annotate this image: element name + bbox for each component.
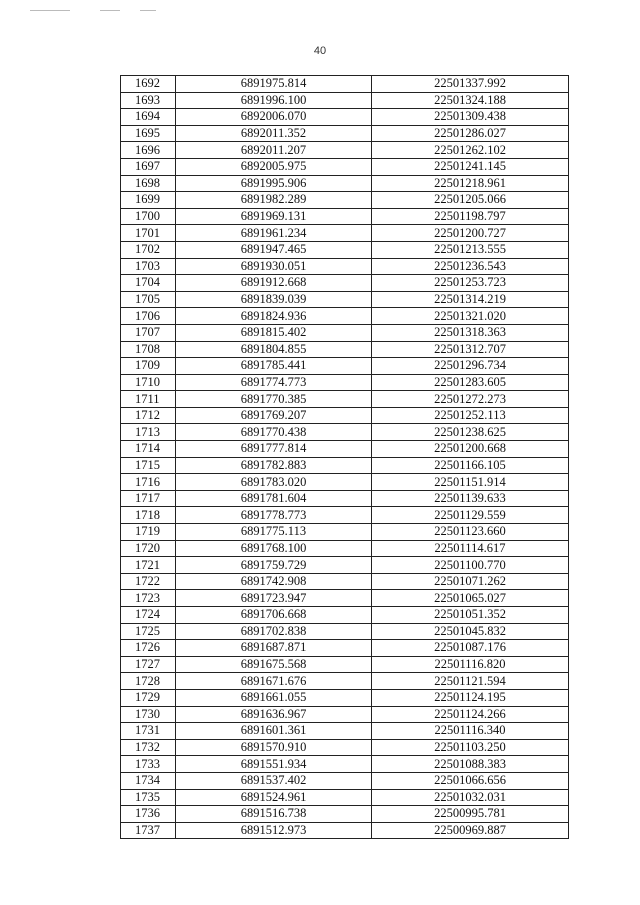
y-coordinate-cell: 22501151.914	[372, 474, 569, 491]
table-row	[121, 756, 569, 773]
table-row	[121, 656, 569, 673]
x-coordinate-cell: 6891601.361	[176, 723, 372, 740]
table-row	[121, 706, 569, 723]
y-coordinate-cell: 22501314.219	[372, 291, 569, 308]
x-coordinate-cell: 6891742.908	[176, 573, 372, 590]
table-row	[121, 590, 569, 607]
table-row	[121, 507, 569, 524]
y-coordinate-cell: 22501318.363	[372, 324, 569, 341]
table-row	[121, 76, 569, 93]
point-id-cell: 1719	[121, 524, 176, 541]
scan-artifact	[100, 10, 120, 11]
y-coordinate-cell: 22501337.992	[372, 76, 569, 93]
x-coordinate-cell: 6891759.729	[176, 557, 372, 574]
y-coordinate-cell: 22501045.832	[372, 623, 569, 640]
table-row	[121, 689, 569, 706]
coordinates-table	[120, 75, 569, 839]
y-coordinate-cell: 22501100.770	[372, 557, 569, 574]
x-coordinate-cell: 6891782.883	[176, 457, 372, 474]
table-row	[121, 208, 569, 225]
table-row	[121, 407, 569, 424]
point-id-cell: 1693	[121, 92, 176, 109]
x-coordinate-cell: 6891551.934	[176, 756, 372, 773]
x-coordinate-cell: 6891537.402	[176, 772, 372, 789]
table-row	[121, 573, 569, 590]
point-id-cell: 1726	[121, 640, 176, 657]
x-coordinate-cell: 6891982.289	[176, 192, 372, 209]
x-coordinate-cell: 6891516.738	[176, 806, 372, 823]
point-id-cell: 1737	[121, 822, 176, 839]
y-coordinate-cell: 22501129.559	[372, 507, 569, 524]
y-coordinate-cell: 22500969.887	[372, 822, 569, 839]
table-row	[121, 772, 569, 789]
table-row	[121, 241, 569, 258]
table-row	[121, 358, 569, 375]
y-coordinate-cell: 22501324.188	[372, 92, 569, 109]
x-coordinate-cell: 6892011.352	[176, 125, 372, 142]
point-id-cell: 1707	[121, 324, 176, 341]
y-coordinate-cell: 22501123.660	[372, 524, 569, 541]
scan-artifact	[140, 10, 156, 11]
y-coordinate-cell: 22501088.383	[372, 756, 569, 773]
x-coordinate-cell: 6891775.113	[176, 524, 372, 541]
table-row	[121, 308, 569, 325]
table-row	[121, 391, 569, 408]
x-coordinate-cell: 6891781.604	[176, 490, 372, 507]
point-id-cell: 1735	[121, 789, 176, 806]
coordinates-table-body	[121, 76, 569, 839]
y-coordinate-cell: 22501286.027	[372, 125, 569, 142]
x-coordinate-cell: 6891912.668	[176, 275, 372, 292]
point-id-cell: 1729	[121, 689, 176, 706]
x-coordinate-cell: 6891769.207	[176, 407, 372, 424]
point-id-cell: 1721	[121, 557, 176, 574]
point-id-cell: 1703	[121, 258, 176, 275]
table-row	[121, 175, 569, 192]
x-coordinate-cell: 6891524.961	[176, 789, 372, 806]
point-id-cell: 1712	[121, 407, 176, 424]
y-coordinate-cell: 22501114.617	[372, 540, 569, 557]
x-coordinate-cell: 6891975.814	[176, 76, 372, 93]
point-id-cell: 1714	[121, 441, 176, 458]
point-id-cell: 1730	[121, 706, 176, 723]
point-id-cell: 1728	[121, 673, 176, 690]
point-id-cell: 1695	[121, 125, 176, 142]
y-coordinate-cell: 22501065.027	[372, 590, 569, 607]
y-coordinate-cell: 22501312.707	[372, 341, 569, 358]
y-coordinate-cell: 22501200.668	[372, 441, 569, 458]
table-row	[121, 92, 569, 109]
table-row	[121, 424, 569, 441]
x-coordinate-cell: 6891675.568	[176, 656, 372, 673]
point-id-cell: 1694	[121, 109, 176, 126]
x-coordinate-cell: 6891804.855	[176, 341, 372, 358]
table-row	[121, 607, 569, 624]
y-coordinate-cell: 22501051.352	[372, 607, 569, 624]
point-id-cell: 1716	[121, 474, 176, 491]
y-coordinate-cell: 22501321.020	[372, 308, 569, 325]
y-coordinate-cell: 22501213.555	[372, 241, 569, 258]
table-row	[121, 822, 569, 839]
point-id-cell: 1734	[121, 772, 176, 789]
scan-artifact	[30, 10, 70, 11]
y-coordinate-cell: 22501124.266	[372, 706, 569, 723]
point-id-cell: 1733	[121, 756, 176, 773]
y-coordinate-cell: 22501262.102	[372, 142, 569, 159]
x-coordinate-cell: 6891785.441	[176, 358, 372, 375]
y-coordinate-cell: 22501116.820	[372, 656, 569, 673]
y-coordinate-cell: 22501087.176	[372, 640, 569, 657]
y-coordinate-cell: 22501103.250	[372, 739, 569, 756]
table-row	[121, 490, 569, 507]
x-coordinate-cell: 6891777.814	[176, 441, 372, 458]
table-row	[121, 557, 569, 574]
x-coordinate-cell: 6891839.039	[176, 291, 372, 308]
y-coordinate-cell: 22501236.543	[372, 258, 569, 275]
x-coordinate-cell: 6891768.100	[176, 540, 372, 557]
coordinates-table-wrapper	[120, 75, 568, 839]
table-row	[121, 158, 569, 175]
table-row	[121, 324, 569, 341]
x-coordinate-cell: 6891947.465	[176, 241, 372, 258]
point-id-cell: 1722	[121, 573, 176, 590]
table-row	[121, 142, 569, 159]
x-coordinate-cell: 6891961.234	[176, 225, 372, 242]
point-id-cell: 1717	[121, 490, 176, 507]
y-coordinate-cell: 22500995.781	[372, 806, 569, 823]
table-row	[121, 374, 569, 391]
y-coordinate-cell: 22501032.031	[372, 789, 569, 806]
page-number: 40	[313, 45, 327, 57]
x-coordinate-cell: 6891783.020	[176, 474, 372, 491]
point-id-cell: 1711	[121, 391, 176, 408]
y-coordinate-cell: 22501283.605	[372, 374, 569, 391]
point-id-cell: 1700	[121, 208, 176, 225]
y-coordinate-cell: 22501253.723	[372, 275, 569, 292]
point-id-cell: 1704	[121, 275, 176, 292]
table-row	[121, 640, 569, 657]
point-id-cell: 1718	[121, 507, 176, 524]
point-id-cell: 1708	[121, 341, 176, 358]
x-coordinate-cell: 6891815.402	[176, 324, 372, 341]
point-id-cell: 1705	[121, 291, 176, 308]
table-row	[121, 341, 569, 358]
table-row	[121, 673, 569, 690]
x-coordinate-cell: 6891706.668	[176, 607, 372, 624]
point-id-cell: 1692	[121, 76, 176, 93]
point-id-cell: 1713	[121, 424, 176, 441]
x-coordinate-cell: 6891636.967	[176, 706, 372, 723]
point-id-cell: 1720	[121, 540, 176, 557]
point-id-cell: 1698	[121, 175, 176, 192]
y-coordinate-cell: 22501198.797	[372, 208, 569, 225]
table-row	[121, 291, 569, 308]
x-coordinate-cell: 6891671.676	[176, 673, 372, 690]
x-coordinate-cell: 6891570.910	[176, 739, 372, 756]
table-row	[121, 457, 569, 474]
table-row	[121, 623, 569, 640]
x-coordinate-cell: 6891996.100	[176, 92, 372, 109]
point-id-cell: 1697	[121, 158, 176, 175]
point-id-cell: 1706	[121, 308, 176, 325]
y-coordinate-cell: 22501238.625	[372, 424, 569, 441]
x-coordinate-cell: 6891512.973	[176, 822, 372, 839]
point-id-cell: 1715	[121, 457, 176, 474]
y-coordinate-cell: 22501241.145	[372, 158, 569, 175]
point-id-cell: 1701	[121, 225, 176, 242]
y-coordinate-cell: 22501218.961	[372, 175, 569, 192]
y-coordinate-cell: 22501066.656	[372, 772, 569, 789]
y-coordinate-cell: 22501205.066	[372, 192, 569, 209]
y-coordinate-cell: 22501309.438	[372, 109, 569, 126]
point-id-cell: 1724	[121, 607, 176, 624]
table-row	[121, 723, 569, 740]
x-coordinate-cell: 6891661.055	[176, 689, 372, 706]
x-coordinate-cell: 6891930.051	[176, 258, 372, 275]
table-row	[121, 739, 569, 756]
point-id-cell: 1732	[121, 739, 176, 756]
x-coordinate-cell: 6892011.207	[176, 142, 372, 159]
table-row	[121, 275, 569, 292]
x-coordinate-cell: 6891702.838	[176, 623, 372, 640]
table-row	[121, 109, 569, 126]
y-coordinate-cell: 22501252.113	[372, 407, 569, 424]
x-coordinate-cell: 6891770.438	[176, 424, 372, 441]
table-row	[121, 225, 569, 242]
x-coordinate-cell: 6891774.773	[176, 374, 372, 391]
y-coordinate-cell: 22501139.633	[372, 490, 569, 507]
y-coordinate-cell: 22501200.727	[372, 225, 569, 242]
table-row	[121, 441, 569, 458]
x-coordinate-cell: 6891687.871	[176, 640, 372, 657]
table-row	[121, 524, 569, 541]
x-coordinate-cell: 6891723.947	[176, 590, 372, 607]
y-coordinate-cell: 22501272.273	[372, 391, 569, 408]
point-id-cell: 1699	[121, 192, 176, 209]
table-row	[121, 540, 569, 557]
point-id-cell: 1736	[121, 806, 176, 823]
table-row	[121, 192, 569, 209]
point-id-cell: 1710	[121, 374, 176, 391]
y-coordinate-cell: 22501166.105	[372, 457, 569, 474]
point-id-cell: 1723	[121, 590, 176, 607]
x-coordinate-cell: 6892005.975	[176, 158, 372, 175]
x-coordinate-cell: 6891778.773	[176, 507, 372, 524]
x-coordinate-cell: 6891770.385	[176, 391, 372, 408]
x-coordinate-cell: 6891995.906	[176, 175, 372, 192]
y-coordinate-cell: 22501296.734	[372, 358, 569, 375]
table-row	[121, 474, 569, 491]
x-coordinate-cell: 6891969.131	[176, 208, 372, 225]
point-id-cell: 1727	[121, 656, 176, 673]
y-coordinate-cell: 22501124.195	[372, 689, 569, 706]
y-coordinate-cell: 22501121.594	[372, 673, 569, 690]
table-row	[121, 258, 569, 275]
point-id-cell: 1696	[121, 142, 176, 159]
y-coordinate-cell: 22501116.340	[372, 723, 569, 740]
point-id-cell: 1725	[121, 623, 176, 640]
y-coordinate-cell: 22501071.262	[372, 573, 569, 590]
point-id-cell: 1709	[121, 358, 176, 375]
table-row	[121, 125, 569, 142]
point-id-cell: 1731	[121, 723, 176, 740]
x-coordinate-cell: 6891824.936	[176, 308, 372, 325]
table-row	[121, 806, 569, 823]
point-id-cell: 1702	[121, 241, 176, 258]
table-row	[121, 789, 569, 806]
x-coordinate-cell: 6892006.070	[176, 109, 372, 126]
